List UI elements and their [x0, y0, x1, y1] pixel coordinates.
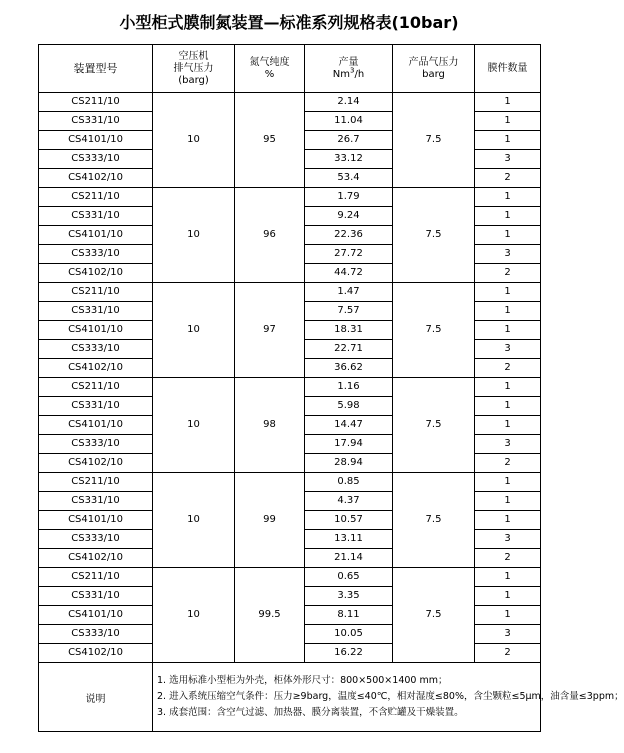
notes-content [153, 663, 624, 732]
air-pressure-cell: 10 [153, 93, 235, 188]
air-pressure-cell: 10 [153, 568, 235, 663]
membranes-cell: 2 [475, 549, 541, 568]
model-cell: CS4101/10 [39, 416, 153, 435]
membranes-cell: 1 [475, 378, 541, 397]
notes-row [39, 663, 541, 732]
flow-cell: 21.14 [305, 549, 393, 568]
header-air-pressure-line2: 排气压力 [173, 62, 214, 74]
model-cell: CS211/10 [39, 378, 153, 397]
model-cell: CS4102/10 [39, 549, 153, 568]
model-cell: CS4101/10 [39, 606, 153, 625]
model-cell: CS331/10 [39, 587, 153, 606]
page-title: 小型柜式膜制氮装置—标准系列规格表(10bar) [119, 13, 459, 32]
membranes-cell: 1 [475, 492, 541, 511]
purity-cell: 99 [235, 473, 305, 568]
air-pressure-cell: 10 [153, 188, 235, 283]
membranes-cell: 1 [475, 587, 541, 606]
model-cell: CS331/10 [39, 397, 153, 416]
model-cell: CS331/10 [39, 492, 153, 511]
model-cell: CS333/10 [39, 150, 153, 169]
flow-cell: 0.65 [305, 568, 393, 587]
header-flow-unit-tail: /h [354, 68, 365, 80]
membranes-cell: 3 [475, 340, 541, 359]
flow-cell: 9.24 [305, 207, 393, 226]
header-purity [235, 45, 305, 93]
model-cell: CS333/10 [39, 625, 153, 644]
flow-cell: 44.72 [305, 264, 393, 283]
model-cell: CS333/10 [39, 340, 153, 359]
table-row [39, 378, 541, 397]
flow-cell: 0.85 [305, 473, 393, 492]
flow-cell: 5.98 [305, 397, 393, 416]
air-pressure-cell: 10 [153, 473, 235, 568]
membranes-cell: 1 [475, 188, 541, 207]
membranes-cell: 1 [475, 207, 541, 226]
product-pressure-cell: 7.5 [393, 378, 475, 473]
model-cell: CS211/10 [39, 283, 153, 302]
model-cell: CS333/10 [39, 530, 153, 549]
header-product-pressure [393, 45, 475, 93]
header-product-pressure-line2: barg [422, 68, 445, 80]
membranes-cell: 3 [475, 435, 541, 454]
table-header-row [39, 45, 541, 93]
flow-cell: 36.62 [305, 359, 393, 378]
membranes-cell: 1 [475, 511, 541, 530]
table-row [39, 283, 541, 302]
flow-cell: 10.05 [305, 625, 393, 644]
air-pressure-cell: 10 [153, 283, 235, 378]
product-pressure-cell: 7.5 [393, 188, 475, 283]
flow-cell: 1.79 [305, 188, 393, 207]
purity-cell: 98 [235, 378, 305, 473]
membranes-cell: 1 [475, 321, 541, 340]
product-pressure-cell: 7.5 [393, 283, 475, 378]
table-body [39, 93, 541, 663]
table-row [39, 188, 541, 207]
header-purity-line2: % [264, 68, 275, 80]
purity-cell: 99.5 [235, 568, 305, 663]
flow-cell: 11.04 [305, 112, 393, 131]
membranes-cell: 3 [475, 530, 541, 549]
membranes-cell: 2 [475, 169, 541, 188]
model-cell: CS4101/10 [39, 511, 153, 530]
model-cell: CS211/10 [39, 473, 153, 492]
header-flow-unit: Nm [332, 68, 351, 80]
membranes-cell: 2 [475, 359, 541, 378]
flow-cell: 22.71 [305, 340, 393, 359]
model-cell: CS4102/10 [39, 264, 153, 283]
purity-cell: 97 [235, 283, 305, 378]
note-line-3: 3. 成套范围：含空气过滤、加热器、膜分离装置，不含贮罐及干燥装置。 [157, 707, 464, 718]
membranes-cell: 1 [475, 416, 541, 435]
membranes-cell: 1 [475, 226, 541, 245]
table-row [39, 473, 541, 492]
notes-label: 说明 [39, 663, 153, 732]
header-purity-line1: 氮气纯度 [249, 56, 290, 68]
note-line-1: 1. 选用标准小型柜为外壳，柜体外形尺寸：800×500×1400 mm； [157, 675, 448, 686]
membranes-cell: 3 [475, 150, 541, 169]
header-flow-unit-sup: 3 [350, 66, 355, 75]
membranes-cell: 2 [475, 454, 541, 473]
flow-cell: 1.47 [305, 283, 393, 302]
model-cell: CS333/10 [39, 435, 153, 454]
flow-cell: 13.11 [305, 530, 393, 549]
flow-cell: 10.57 [305, 511, 393, 530]
flow-cell: 8.11 [305, 606, 393, 625]
header-product-pressure-line1: 产品气压力 [408, 56, 459, 68]
model-cell: CS333/10 [39, 245, 153, 264]
membranes-cell: 3 [475, 245, 541, 264]
header-air-pressure-line1: 空压机 [178, 50, 209, 62]
product-pressure-cell: 7.5 [393, 473, 475, 568]
flow-cell: 4.37 [305, 492, 393, 511]
model-cell: CS211/10 [39, 188, 153, 207]
purity-cell: 96 [235, 188, 305, 283]
flow-cell: 26.7 [305, 131, 393, 150]
model-cell: CS4102/10 [39, 644, 153, 663]
table-row [39, 568, 541, 587]
membranes-cell: 1 [475, 93, 541, 112]
flow-cell: 28.94 [305, 454, 393, 473]
flow-cell: 1.16 [305, 378, 393, 397]
product-pressure-cell: 7.5 [393, 568, 475, 663]
model-cell: CS4101/10 [39, 131, 153, 150]
model-cell: CS4102/10 [39, 359, 153, 378]
flow-cell: 33.12 [305, 150, 393, 169]
flow-cell: 53.4 [305, 169, 393, 188]
header-air-pressure [153, 45, 235, 93]
membranes-cell: 1 [475, 131, 541, 150]
membranes-cell: 1 [475, 473, 541, 492]
membranes-cell: 1 [475, 302, 541, 321]
model-cell: CS4102/10 [39, 169, 153, 188]
header-flow [305, 45, 393, 93]
model-cell: CS331/10 [39, 302, 153, 321]
model-cell: CS4101/10 [39, 321, 153, 340]
flow-cell: 27.72 [305, 245, 393, 264]
membranes-cell: 3 [475, 625, 541, 644]
model-cell: CS4102/10 [39, 454, 153, 473]
spec-table [38, 44, 624, 732]
flow-cell: 18.31 [305, 321, 393, 340]
air-pressure-cell: 10 [153, 378, 235, 473]
model-cell: CS331/10 [39, 112, 153, 131]
product-pressure-cell: 7.5 [393, 93, 475, 188]
model-cell: CS331/10 [39, 207, 153, 226]
purity-cell: 95 [235, 93, 305, 188]
model-cell: CS211/10 [39, 93, 153, 112]
header-model: 装置型号 [39, 45, 153, 93]
note-line-2: 2. 进入系统压缩空气条件：压力≥9barg，温度≤40℃，相对湿度≤80%，含尘颗粒≤5μm，油含量≤3ppm； [157, 691, 624, 702]
flow-cell: 3.35 [305, 587, 393, 606]
flow-cell: 2.14 [305, 93, 393, 112]
membranes-cell: 2 [475, 264, 541, 283]
flow-cell: 16.22 [305, 644, 393, 663]
table-row [39, 93, 541, 112]
membranes-cell: 1 [475, 606, 541, 625]
model-cell: CS4101/10 [39, 226, 153, 245]
flow-cell: 17.94 [305, 435, 393, 454]
header-air-pressure-line3: (barg) [178, 74, 209, 86]
membranes-cell: 1 [475, 283, 541, 302]
header-membranes: 膜件数量 [475, 45, 541, 93]
membranes-cell: 2 [475, 644, 541, 663]
flow-cell: 14.47 [305, 416, 393, 435]
membranes-cell: 1 [475, 397, 541, 416]
membranes-cell: 1 [475, 568, 541, 587]
header-flow-line1: 产量 [338, 56, 359, 68]
flow-cell: 7.57 [305, 302, 393, 321]
model-cell: CS211/10 [39, 568, 153, 587]
flow-cell: 22.36 [305, 226, 393, 245]
membranes-cell: 1 [475, 112, 541, 131]
